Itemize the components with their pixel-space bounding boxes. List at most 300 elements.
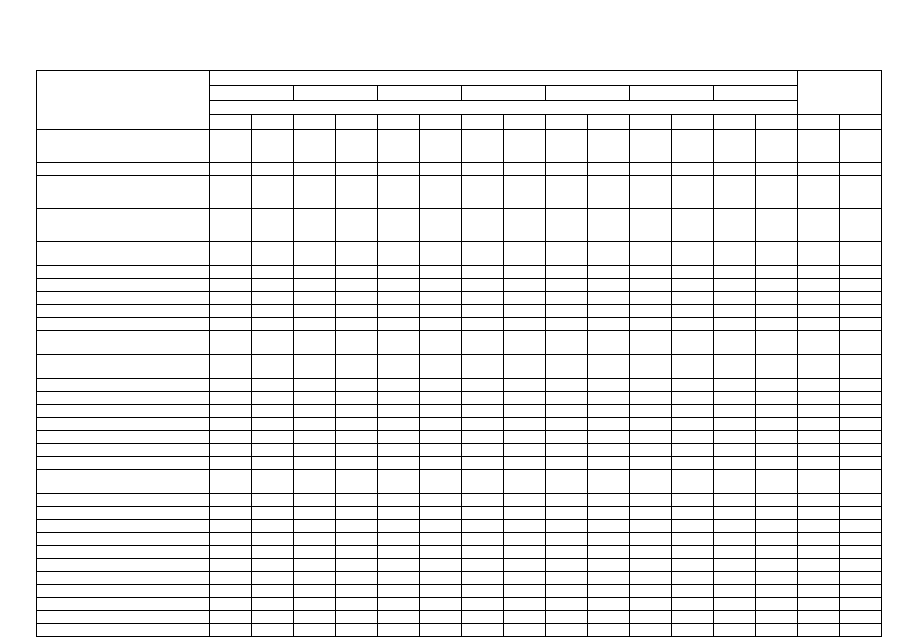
value-cell [378, 176, 420, 209]
value-cell [546, 572, 588, 585]
value-cell [252, 572, 294, 585]
table-row [37, 546, 882, 559]
value-cell [798, 405, 840, 418]
value-cell [756, 209, 798, 242]
value-cell [630, 546, 672, 559]
value-cell [840, 305, 882, 318]
value-cell [798, 533, 840, 546]
value-cell [714, 457, 756, 470]
value-cell [336, 318, 378, 331]
value-cell [462, 598, 504, 611]
workforce-forecast-table [36, 70, 882, 637]
value-cell [378, 585, 420, 598]
value-cell [378, 444, 420, 457]
value-cell [756, 494, 798, 507]
value-cell [420, 533, 462, 546]
value-cell [714, 305, 756, 318]
table-row [37, 624, 882, 637]
value-cell [504, 507, 546, 520]
occupation-name-cell [37, 598, 210, 611]
level-column-header [378, 115, 420, 130]
value-cell [588, 418, 630, 431]
value-cell [378, 598, 420, 611]
value-cell [504, 431, 546, 444]
level-column-header [462, 115, 504, 130]
value-cell [714, 520, 756, 533]
value-cell [630, 242, 672, 266]
table-row [37, 507, 882, 520]
occupation-name-cell [37, 292, 210, 305]
value-cell [210, 494, 252, 507]
value-cell [504, 546, 546, 559]
value-cell [252, 624, 294, 637]
value-cell [210, 379, 252, 392]
value-cell [294, 405, 336, 418]
value-cell [798, 176, 840, 209]
value-cell [462, 572, 504, 585]
education-level-header [210, 100, 798, 115]
value-cell [420, 292, 462, 305]
value-cell [336, 266, 378, 279]
value-cell [798, 292, 840, 305]
value-cell [714, 507, 756, 520]
value-cell [294, 624, 336, 637]
value-cell [378, 242, 420, 266]
occupation-name-header [37, 71, 210, 130]
value-cell [252, 379, 294, 392]
value-cell [756, 572, 798, 585]
level-column-header [210, 115, 252, 130]
occupation-name-cell [37, 507, 210, 520]
value-cell [714, 355, 756, 379]
value-cell [252, 163, 294, 176]
level-column-header [546, 115, 588, 130]
value-cell [714, 418, 756, 431]
occupation-name-cell [37, 494, 210, 507]
value-cell [840, 279, 882, 292]
value-cell [378, 546, 420, 559]
value-cell [378, 379, 420, 392]
value-cell [714, 494, 756, 507]
value-cell [462, 470, 504, 494]
value-cell [714, 405, 756, 418]
occupation-name-cell [37, 331, 210, 355]
value-cell [504, 305, 546, 318]
value-cell [588, 598, 630, 611]
value-cell [252, 279, 294, 292]
value-cell [378, 318, 420, 331]
value-cell [588, 266, 630, 279]
value-cell [840, 572, 882, 585]
value-cell [588, 242, 630, 266]
value-cell [336, 457, 378, 470]
value-cell [588, 572, 630, 585]
level-column-header [252, 115, 294, 130]
value-cell [294, 355, 336, 379]
value-cell [672, 470, 714, 494]
value-cell [714, 546, 756, 559]
value-cell [420, 457, 462, 470]
value-cell [420, 209, 462, 242]
value-cell [210, 585, 252, 598]
level-column-header [504, 115, 546, 130]
value-cell [462, 176, 504, 209]
value-cell [378, 624, 420, 637]
value-cell [462, 431, 504, 444]
value-cell [546, 611, 588, 624]
value-cell [840, 405, 882, 418]
value-cell [798, 444, 840, 457]
table-row [37, 331, 882, 355]
value-cell [630, 457, 672, 470]
value-cell [672, 176, 714, 209]
value-cell [294, 507, 336, 520]
value-cell [210, 598, 252, 611]
value-cell [252, 392, 294, 405]
table-body [37, 130, 882, 637]
value-cell [714, 585, 756, 598]
value-cell [756, 418, 798, 431]
value-cell [462, 292, 504, 305]
value-cell [840, 494, 882, 507]
value-cell [588, 279, 630, 292]
value-cell [462, 379, 504, 392]
value-cell [210, 457, 252, 470]
value-cell [714, 130, 756, 163]
value-cell [504, 559, 546, 572]
value-cell [546, 546, 588, 559]
value-cell [756, 355, 798, 379]
value-cell [756, 457, 798, 470]
value-cell [630, 305, 672, 318]
value-cell [546, 392, 588, 405]
value-cell [504, 266, 546, 279]
value-cell [210, 209, 252, 242]
value-cell [546, 507, 588, 520]
value-cell [798, 431, 840, 444]
value-cell [252, 130, 294, 163]
value-cell [210, 305, 252, 318]
value-cell [462, 355, 504, 379]
value-cell [672, 355, 714, 379]
value-cell [462, 392, 504, 405]
value-cell [840, 392, 882, 405]
value-cell [798, 209, 840, 242]
value-cell [252, 405, 294, 418]
value-cell [420, 585, 462, 598]
value-cell [756, 292, 798, 305]
value-cell [336, 431, 378, 444]
value-cell [462, 585, 504, 598]
table-row [37, 494, 882, 507]
value-cell [630, 331, 672, 355]
occupation-name-cell [37, 470, 210, 494]
occupation-name-cell [37, 572, 210, 585]
value-cell [336, 533, 378, 546]
table-row [37, 611, 882, 624]
value-cell [798, 520, 840, 533]
value-cell [420, 494, 462, 507]
table-row [37, 292, 882, 305]
value-cell [714, 266, 756, 279]
value-cell [630, 559, 672, 572]
value-cell [588, 585, 630, 598]
value-cell [294, 318, 336, 331]
table-row [37, 318, 882, 331]
level-column-header [756, 115, 798, 130]
value-cell [672, 507, 714, 520]
value-cell [714, 379, 756, 392]
value-cell [336, 130, 378, 163]
value-cell [588, 355, 630, 379]
value-cell [294, 457, 336, 470]
value-cell [714, 444, 756, 457]
value-cell [672, 392, 714, 405]
value-cell [840, 533, 882, 546]
value-cell [294, 470, 336, 494]
value-cell [252, 444, 294, 457]
table-row [37, 355, 882, 379]
value-cell [798, 266, 840, 279]
value-cell [210, 331, 252, 355]
value-cell [840, 163, 882, 176]
value-cell [798, 494, 840, 507]
value-cell [630, 163, 672, 176]
value-cell [462, 444, 504, 457]
value-cell [462, 418, 504, 431]
value-cell [252, 305, 294, 318]
value-cell [588, 624, 630, 637]
value-cell [336, 585, 378, 598]
table-row [37, 163, 882, 176]
value-cell [630, 130, 672, 163]
value-cell [504, 624, 546, 637]
value-cell [672, 209, 714, 242]
value-cell [210, 392, 252, 405]
year-header [294, 85, 378, 100]
value-cell [546, 457, 588, 470]
value-cell [252, 292, 294, 305]
value-cell [294, 611, 336, 624]
value-cell [756, 611, 798, 624]
value-cell [588, 318, 630, 331]
occupation-name-cell [37, 279, 210, 292]
value-cell [420, 624, 462, 637]
value-cell [546, 624, 588, 637]
value-cell [504, 292, 546, 305]
value-cell [588, 611, 630, 624]
value-cell [336, 405, 378, 418]
value-cell [630, 318, 672, 331]
level-column-header [840, 115, 882, 130]
value-cell [546, 163, 588, 176]
occupation-name-cell [37, 585, 210, 598]
value-cell [294, 266, 336, 279]
value-cell [462, 163, 504, 176]
value-cell [840, 318, 882, 331]
table-row [37, 379, 882, 392]
value-cell [252, 176, 294, 209]
value-cell [588, 457, 630, 470]
value-cell [840, 431, 882, 444]
value-cell [462, 457, 504, 470]
value-cell [588, 507, 630, 520]
table-row [37, 572, 882, 585]
value-cell [504, 392, 546, 405]
value-cell [672, 624, 714, 637]
value-cell [714, 279, 756, 292]
value-cell [420, 520, 462, 533]
value-cell [210, 572, 252, 585]
value-cell [504, 379, 546, 392]
value-cell [588, 494, 630, 507]
value-cell [504, 279, 546, 292]
value-cell [378, 266, 420, 279]
value-cell [294, 130, 336, 163]
occupation-name-cell [37, 624, 210, 637]
value-cell [798, 305, 840, 318]
value-cell [714, 392, 756, 405]
value-cell [840, 379, 882, 392]
table-row [37, 533, 882, 546]
value-cell [210, 507, 252, 520]
value-cell [546, 520, 588, 533]
value-cell [378, 572, 420, 585]
value-cell [756, 379, 798, 392]
value-cell [462, 494, 504, 507]
value-cell [210, 405, 252, 418]
value-cell [588, 292, 630, 305]
value-cell [546, 418, 588, 431]
value-cell [546, 444, 588, 457]
value-cell [294, 305, 336, 318]
value-cell [840, 292, 882, 305]
value-cell [840, 611, 882, 624]
value-cell [378, 331, 420, 355]
value-cell [840, 242, 882, 266]
value-cell [714, 533, 756, 546]
value-cell [294, 598, 336, 611]
value-cell [756, 405, 798, 418]
value-cell [462, 559, 504, 572]
value-cell [378, 457, 420, 470]
value-cell [378, 392, 420, 405]
value-cell [756, 444, 798, 457]
value-cell [546, 470, 588, 494]
value-cell [798, 546, 840, 559]
value-cell [336, 572, 378, 585]
value-cell [798, 379, 840, 392]
level-column-header [420, 115, 462, 130]
value-cell [588, 176, 630, 209]
value-cell [294, 379, 336, 392]
value-cell [546, 305, 588, 318]
value-cell [420, 611, 462, 624]
occupation-name-cell [37, 444, 210, 457]
value-cell [756, 331, 798, 355]
value-cell [420, 559, 462, 572]
value-cell [798, 457, 840, 470]
value-cell [294, 431, 336, 444]
value-cell [798, 585, 840, 598]
value-cell [420, 470, 462, 494]
value-cell [546, 242, 588, 266]
value-cell [420, 331, 462, 355]
value-cell [504, 242, 546, 266]
value-cell [336, 418, 378, 431]
value-cell [504, 331, 546, 355]
value-cell [588, 431, 630, 444]
value-cell [840, 266, 882, 279]
value-cell [672, 266, 714, 279]
value-cell [210, 418, 252, 431]
value-cell [756, 392, 798, 405]
value-cell [378, 130, 420, 163]
value-cell [336, 494, 378, 507]
value-cell [798, 598, 840, 611]
table-row [37, 431, 882, 444]
value-cell [714, 331, 756, 355]
value-cell [840, 598, 882, 611]
value-cell [336, 209, 378, 242]
value-cell [504, 585, 546, 598]
value-cell [252, 355, 294, 379]
value-cell [798, 130, 840, 163]
level-column-header [672, 115, 714, 130]
value-cell [294, 559, 336, 572]
value-cell [672, 318, 714, 331]
value-cell [672, 331, 714, 355]
value-cell [588, 163, 630, 176]
value-cell [672, 457, 714, 470]
value-cell [798, 242, 840, 266]
table-row [37, 585, 882, 598]
value-cell [336, 279, 378, 292]
level-column-header [714, 115, 756, 130]
value-cell [504, 457, 546, 470]
value-cell [588, 546, 630, 559]
value-cell [420, 305, 462, 318]
value-cell [840, 559, 882, 572]
value-cell [462, 405, 504, 418]
value-cell [588, 209, 630, 242]
value-cell [756, 266, 798, 279]
value-cell [210, 559, 252, 572]
value-cell [798, 418, 840, 431]
value-cell [378, 292, 420, 305]
occupation-name-cell [37, 318, 210, 331]
value-cell [588, 520, 630, 533]
value-cell [252, 431, 294, 444]
value-cell [630, 507, 672, 520]
value-cell [252, 318, 294, 331]
value-cell [630, 585, 672, 598]
value-cell [252, 533, 294, 546]
value-cell [252, 331, 294, 355]
value-cell [588, 405, 630, 418]
value-cell [420, 418, 462, 431]
value-cell [798, 392, 840, 405]
value-cell [840, 331, 882, 355]
value-cell [210, 520, 252, 533]
value-cell [630, 572, 672, 585]
value-cell [504, 405, 546, 418]
value-cell [462, 331, 504, 355]
value-cell [252, 546, 294, 559]
table-row [37, 305, 882, 318]
value-cell [294, 209, 336, 242]
value-cell [546, 598, 588, 611]
